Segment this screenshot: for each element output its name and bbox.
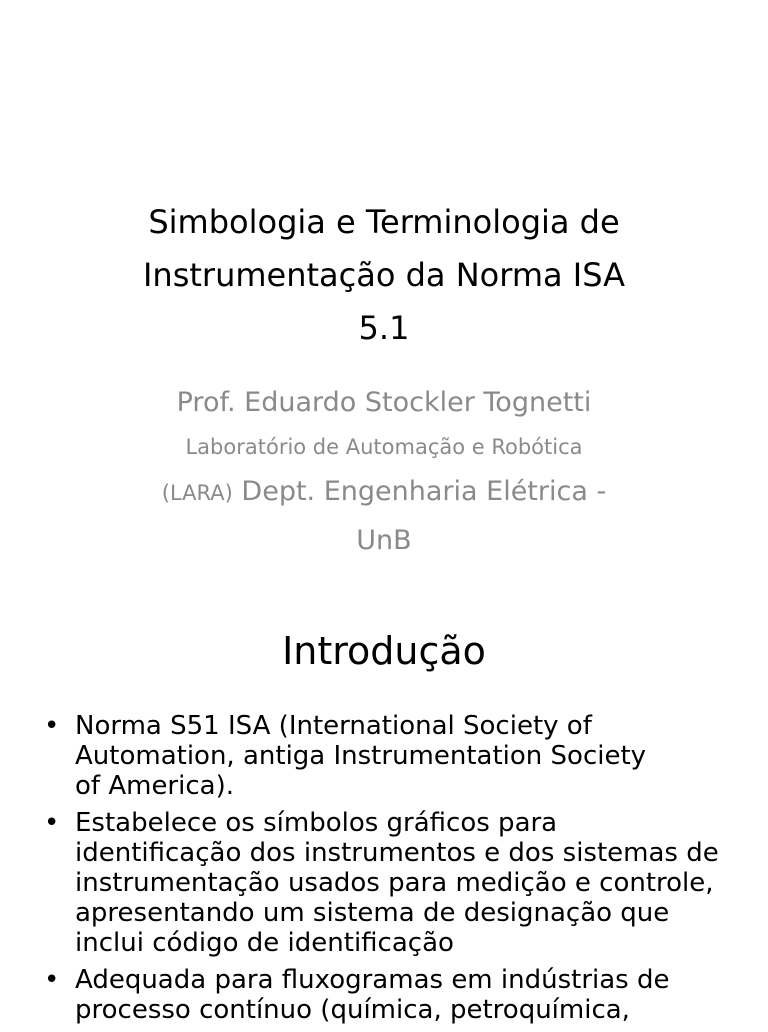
author-name: Prof. Eduardo Stockler Tognetti bbox=[176, 387, 592, 418]
bullet-text-line: Norma S51 ISA (International Society of bbox=[75, 711, 592, 741]
department-line bbox=[60, 468, 708, 517]
title-line-3: 5.1 bbox=[358, 309, 410, 347]
title-line-1: Simbologia e Terminologia de bbox=[148, 203, 620, 241]
bullet-text-line: Automation, antiga Instrumentation Society bbox=[75, 741, 647, 771]
slide-title bbox=[60, 196, 708, 355]
section-heading: Introdução bbox=[282, 629, 486, 673]
bullet-text-line: processo contínuo (química, petroquímica, bbox=[75, 995, 630, 1025]
bullet-text-line: identificação dos instrumentos e dos sistemas de bbox=[75, 838, 719, 868]
bullet-text-line: Adequada para fluxogramas em indústrias de bbox=[75, 965, 670, 995]
bullet-item bbox=[40, 808, 730, 958]
bullet-dot: • bbox=[44, 711, 60, 741]
subtitle-block bbox=[60, 380, 708, 565]
university-name: UnB bbox=[356, 525, 412, 556]
bullet-item bbox=[40, 711, 730, 801]
bullet-text-line: Estabelece os símbolos gráficos para bbox=[75, 808, 558, 838]
title-line-2: Instrumentação da Norma ISA bbox=[142, 256, 625, 294]
bullet-text-line: inclui código de identificação bbox=[75, 928, 454, 958]
lab-name: Laboratório de Automação e Robótica bbox=[185, 435, 583, 459]
bullet-dot: • bbox=[44, 965, 60, 995]
bullet-item bbox=[40, 965, 730, 1025]
bullet-text-line: instrumentação usados para medição e controle, bbox=[75, 868, 714, 898]
bullet-text-line: apresentando um sistema de designação que bbox=[75, 898, 670, 928]
bullet-dot: • bbox=[44, 808, 60, 838]
department-name: Dept. Engenharia Elétrica - bbox=[241, 476, 607, 507]
lab-abbreviation: (LARA) bbox=[161, 481, 233, 505]
bullet-text-line: of America). bbox=[75, 771, 234, 801]
bullet-list bbox=[40, 711, 730, 1032]
